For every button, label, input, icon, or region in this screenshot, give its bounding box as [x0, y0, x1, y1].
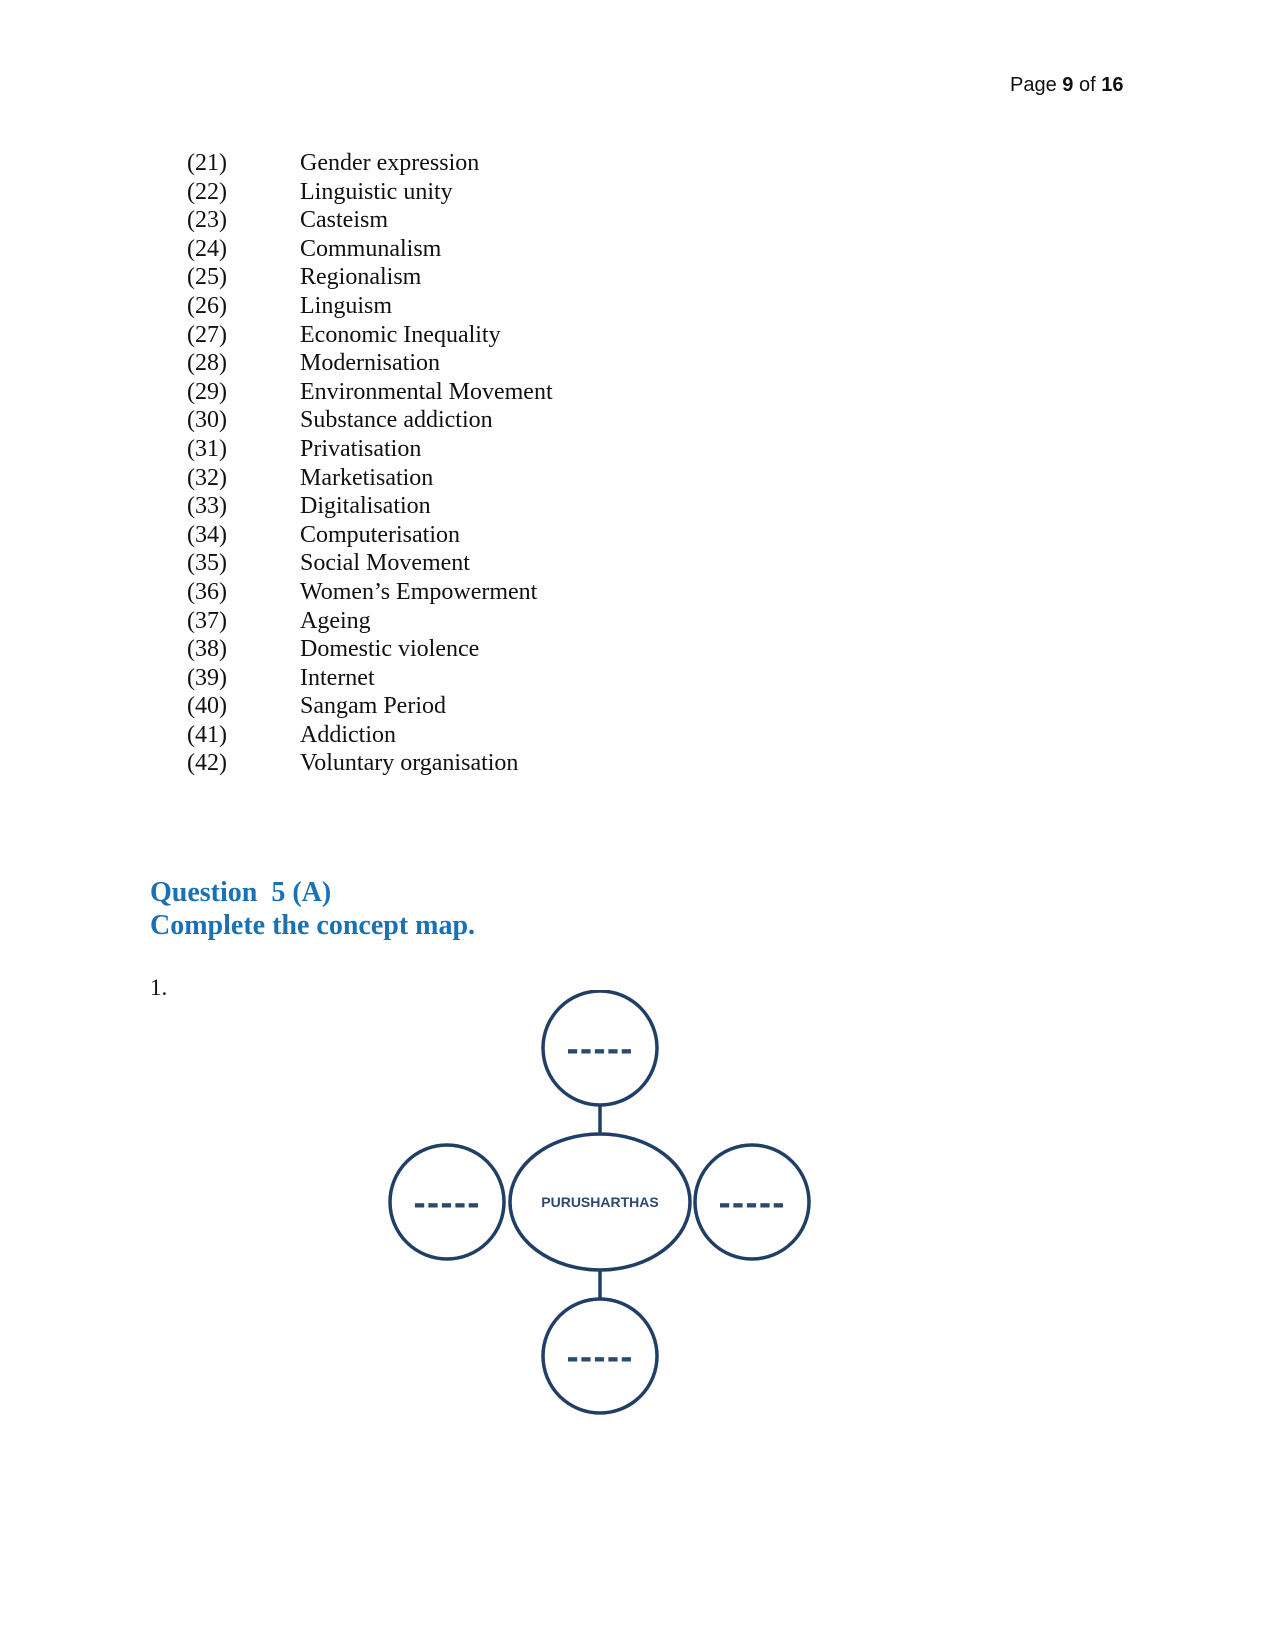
list-item-label: Substance addiction: [300, 407, 493, 434]
list-item-label: Gender expression: [300, 150, 480, 176]
list-item: [187, 406, 553, 435]
list-item-number: (32): [187, 464, 227, 491]
page-number: [1010, 74, 1123, 97]
list-item-label: Economic Inequality: [300, 321, 501, 348]
list-item: [187, 549, 553, 578]
node-top-placeholder: -----: [566, 1033, 634, 1068]
list-item: [187, 578, 553, 607]
question-heading: [150, 876, 475, 942]
list-item-label: Privatisation: [300, 435, 422, 462]
page-total: 16: [1101, 74, 1124, 96]
list-item-label: Linguistic unity: [300, 178, 453, 205]
list-item-number: (28): [187, 350, 227, 377]
list-item-number: (37): [187, 607, 227, 634]
list-item: [187, 692, 553, 721]
list-item-number: (21): [187, 150, 227, 176]
list-item: [187, 635, 553, 664]
list-item-label: Communalism: [300, 235, 442, 262]
list-item-number: (36): [187, 578, 227, 605]
list-item-number: (23): [187, 207, 227, 234]
node-bottom-placeholder: -----: [566, 1341, 634, 1376]
list-item-number: (29): [187, 378, 227, 405]
list-item-label: Internet: [300, 664, 375, 691]
list-item-number: (41): [187, 721, 227, 748]
list-item-number: (38): [187, 636, 227, 663]
list-item: [187, 378, 553, 407]
list-item: [187, 464, 553, 493]
list-item-label: Ageing: [300, 607, 371, 634]
list-item: [187, 292, 553, 321]
list-item: [187, 349, 553, 378]
node-right-placeholder: -----: [718, 1187, 786, 1222]
list-item-label: Casteism: [300, 207, 388, 234]
list-item-label: Voluntary organisation: [300, 750, 519, 777]
list-item-label: Modernisation: [300, 350, 440, 377]
list-item-label: Environmental Movement: [300, 378, 553, 405]
list-item: [187, 607, 553, 636]
list-item-number: (30): [187, 407, 227, 434]
page-current: 9: [1062, 74, 1074, 96]
list-item-number: (39): [187, 664, 227, 691]
list-item-number: (42): [187, 750, 227, 777]
list-item-label: Sangam Period: [300, 693, 446, 720]
list-item: [187, 178, 553, 207]
node-center-label: PURUSHARTHAS: [541, 1194, 659, 1210]
list-item-label: Digitalisation: [300, 493, 431, 520]
concept-map: [380, 990, 820, 1420]
list-item-number: (24): [187, 235, 227, 262]
list-item: [187, 721, 553, 750]
topic-list: [187, 149, 553, 778]
list-item: [187, 206, 553, 235]
list-item-number: (26): [187, 292, 227, 319]
node-left-placeholder: -----: [413, 1187, 481, 1222]
list-item: [187, 521, 553, 550]
list-item-number: (22): [187, 178, 227, 205]
question-title: Question 5 (A): [150, 877, 332, 908]
list-item: [187, 749, 553, 778]
list-item: [187, 149, 553, 178]
question-instruction: Complete the concept map.: [150, 910, 476, 941]
list-item-number: (31): [187, 435, 227, 462]
list-item-number: (33): [187, 493, 227, 520]
list-item: [187, 435, 553, 464]
list-item-label: Marketisation: [300, 464, 434, 491]
list-item-label: Social Movement: [300, 550, 470, 577]
list-item-label: Linguism: [300, 292, 393, 319]
list-item-number: (40): [187, 693, 227, 720]
list-item: [187, 235, 553, 264]
list-item-label: Regionalism: [300, 264, 422, 291]
list-item-number: (27): [187, 321, 227, 348]
list-item: [187, 492, 553, 521]
list-item-label: Computerisation: [300, 521, 460, 548]
list-item: [187, 664, 553, 693]
list-item-label: Women’s Empowerment: [300, 578, 538, 605]
list-item: [187, 321, 553, 350]
page-prefix: Page: [1010, 74, 1057, 96]
page-separator: of: [1078, 74, 1096, 96]
question-item-number: 1.: [150, 975, 168, 1000]
list-item-number: (35): [187, 550, 227, 577]
list-item-number: (34): [187, 521, 227, 548]
list-item-number: (25): [187, 264, 227, 291]
list-item-label: Domestic violence: [300, 636, 480, 663]
list-item: [187, 263, 553, 292]
list-item-label: Addiction: [300, 721, 396, 748]
